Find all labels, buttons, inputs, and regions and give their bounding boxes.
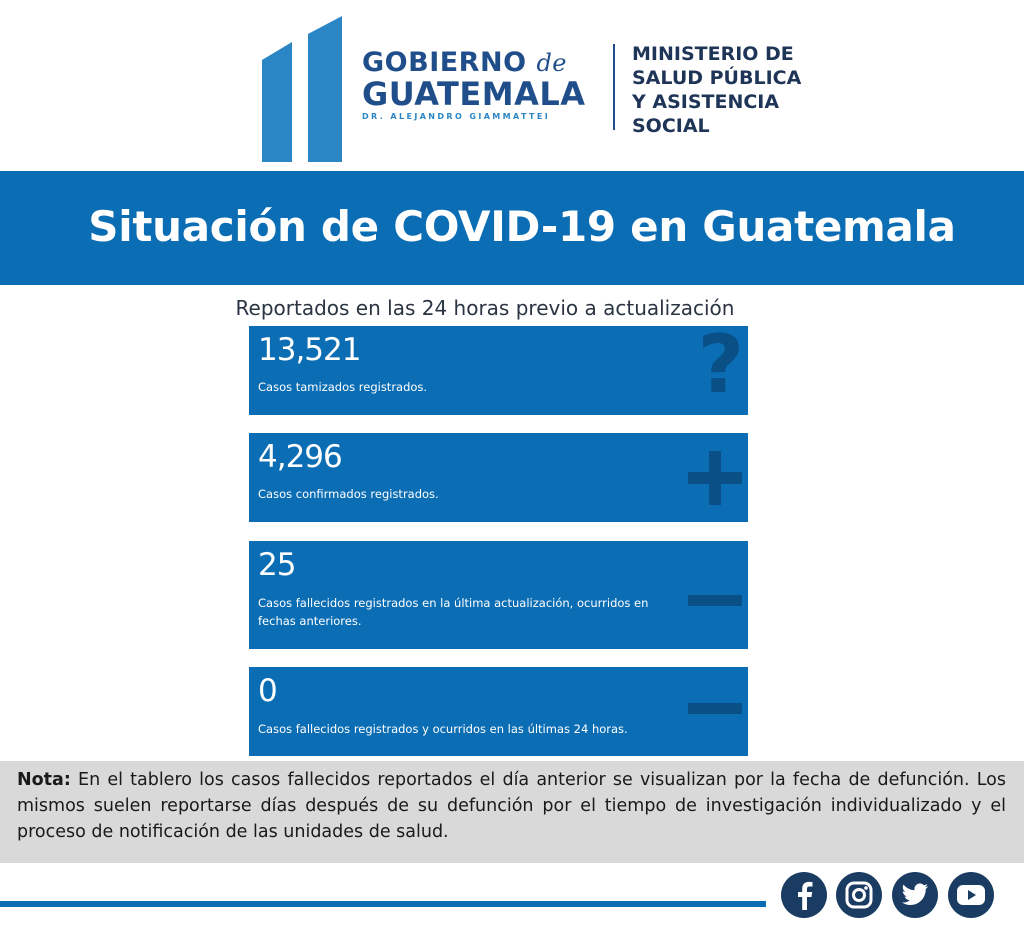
president-name: DR. ALEJANDRO GIAMMATTEI (362, 112, 551, 121)
stat-value: 0 (258, 673, 277, 709)
stat-label: Casos tamizados registrados. (258, 380, 428, 394)
question-icon: ? (697, 326, 744, 411)
ministry-name (632, 42, 801, 138)
stat-label (258, 594, 648, 630)
header-divider (613, 44, 615, 130)
stat-card-tamizados (249, 326, 748, 415)
gobierno-line (362, 48, 598, 78)
stat-label: Casos confirmados registrados. (258, 487, 439, 501)
facebook-icon[interactable] (781, 872, 827, 918)
stat-card-fallecidos-24h (249, 667, 748, 756)
gobierno-logo-text (362, 48, 598, 121)
youtube-icon[interactable] (948, 872, 994, 918)
twitter-icon[interactable] (892, 872, 938, 918)
stat-label-line-2: fechas anteriores. (258, 614, 362, 628)
stat-card-fallecidos-anteriores (249, 541, 748, 649)
gobierno-word: GOBIERNO (362, 47, 527, 78)
page-subtitle: Reportados en las 24 horas previo a actualización (235, 296, 735, 320)
stat-label-line-1: Casos fallecidos registrados en la última actualización, ocurridos en (258, 596, 649, 610)
note-text: En el tablero los casos fallecidos reportados el día anterior se visualizan por la fecha de defunción. Los mismos suelen reportarse días después de su defunción por el tiempo de investigación individualizado y el proceso de notificación de las unidades de salud. (17, 770, 1006, 842)
instagram-icon[interactable] (836, 872, 882, 918)
plus-icon (688, 451, 742, 505)
stat-label: Casos fallecidos registrados y ocurridos en las últimas 24 horas. (258, 722, 628, 736)
minus-icon (688, 703, 742, 714)
note-label: Nota: (17, 770, 71, 790)
ministry-line-4: SOCIAL (632, 115, 710, 137)
note-box (0, 761, 1024, 863)
de-word: de (536, 49, 568, 77)
stat-card-confirmados (249, 433, 748, 522)
ministry-line-2: SALUD PÚBLICA (632, 67, 802, 89)
stat-value: 25 (258, 547, 296, 583)
page-title: Situación de COVID-19 en Guatemala (88, 202, 956, 251)
guatemala-word: GUATEMALA (362, 75, 586, 113)
ministry-line-1: MINISTERIO DE (632, 43, 794, 65)
ministry-line-3: Y ASISTENCIA (632, 91, 780, 113)
government-logo-bars (262, 16, 346, 162)
stat-value: 4,296 (258, 439, 342, 475)
stat-value: 13,521 (258, 332, 361, 368)
footer-line (0, 901, 766, 907)
minus-icon (688, 595, 742, 606)
